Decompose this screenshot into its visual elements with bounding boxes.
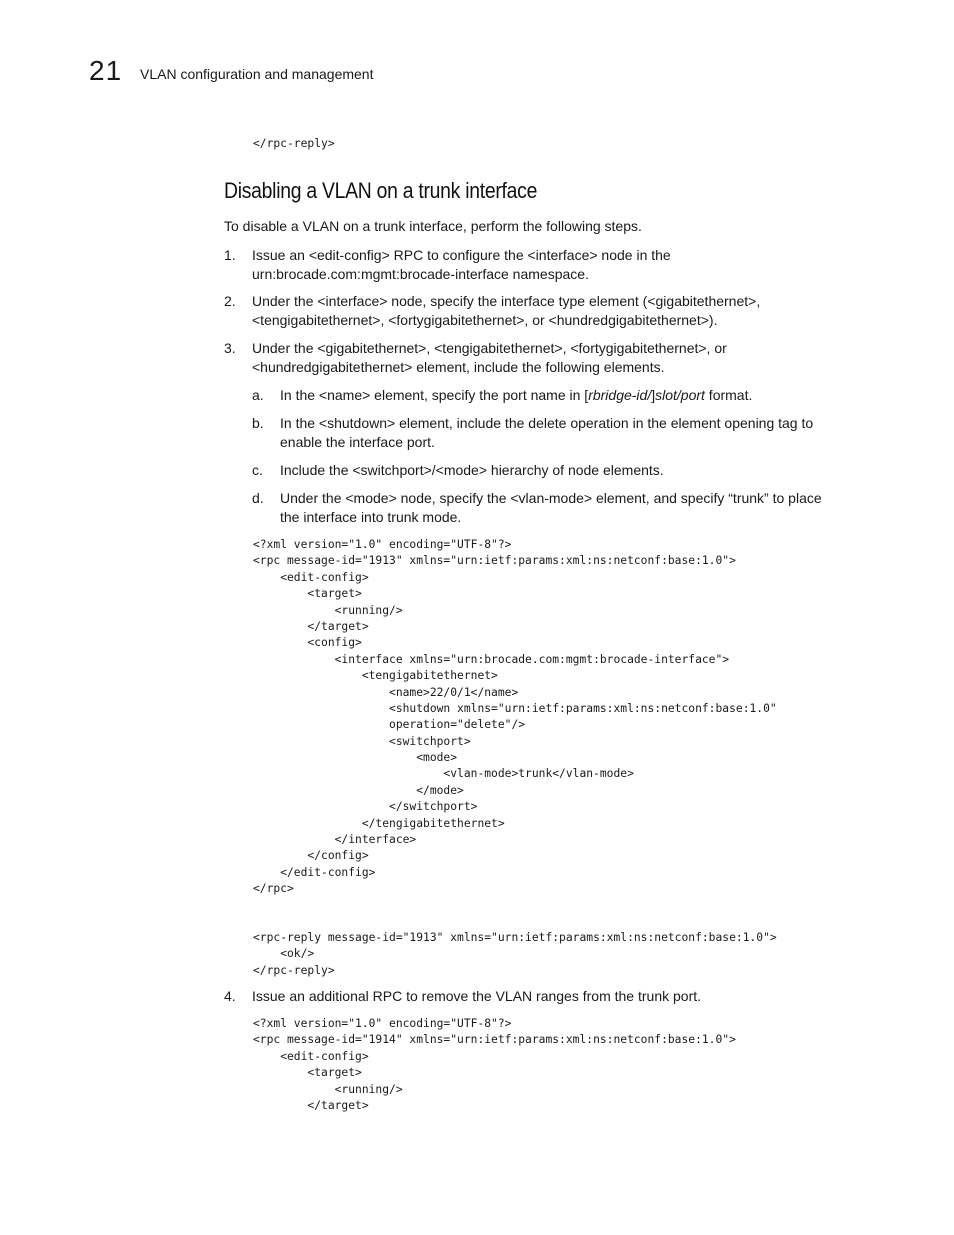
code-line: <name>22/0/1</name> (253, 685, 519, 699)
step-line: Under the <interface> node, specify the interface type element (<gigabitethernet>, (252, 293, 761, 309)
code-line: </config> (253, 849, 369, 863)
code-line: <switchport> (253, 734, 471, 748)
code-line: </rpc> (253, 882, 294, 896)
code-line: <?xml version="1.0" encoding="UTF-8"?> (253, 538, 512, 551)
section-intro: To disable a VLAN on a trunk interface, perform the following steps. (224, 218, 642, 234)
code-line: </target> (253, 619, 369, 633)
code-line: </interface> (253, 833, 417, 847)
step-text (252, 292, 760, 330)
code-line: <config> (253, 636, 362, 650)
code-line: </rpc-reply> (253, 137, 335, 150)
code-line: <rpc message-id="1913" xmlns="urn:ietf:params:xml:ns:netconf:base:1.0"> (253, 554, 736, 568)
code-line: <rpc-reply message-id="1913" xmlns="urn:ietf:params:xml:ns:netconf:base:1.0"> (253, 931, 777, 944)
text-run: ] (651, 387, 656, 403)
code-block-rpc-reply (253, 930, 777, 979)
substep-text (280, 489, 822, 527)
section-heading: Disabling a VLAN on a trunk interface (224, 178, 538, 203)
substep-letter: c. (252, 462, 263, 478)
code-line: </rpc-reply> (253, 963, 335, 977)
chapter-number: 21 (89, 55, 123, 86)
code-block-remove-vlan (253, 1016, 736, 1114)
substep-line: enable the interface port. (280, 434, 435, 450)
code-line: <edit-config> (253, 1049, 369, 1063)
code-line: <target> (253, 587, 362, 601)
step-text (252, 987, 701, 1006)
chapter-title: VLAN configuration and management (140, 66, 374, 82)
code-line: <?xml version="1.0" encoding="UTF-8"?> (253, 1017, 512, 1030)
step-number: 3. (224, 340, 236, 356)
step-line: <hundredgigabitethernet> element, include the following elements. (252, 359, 665, 375)
substep-text (280, 414, 813, 452)
italic-run: rbridge-id/ (588, 387, 652, 403)
step-number: 2. (224, 293, 236, 309)
step-line: Under the <gigabitethernet>, <tengigabitethernet>, <fortygigabitethernet>, or (252, 340, 727, 356)
code-block-edit-config (253, 537, 777, 898)
step-line: <tengigabitethernet>, <fortygigabitethernet>, or <hundredgigabitethernet>). (252, 312, 718, 328)
substep-line: In the <shutdown> element, include the delete operation in the element opening tag to (280, 415, 814, 431)
step-line: Issue an additional RPC to remove the VLAN ranges from the trunk port. (252, 988, 702, 1004)
text-run: format. (704, 387, 753, 403)
text-run: In the <name> element, specify the port name in [ (280, 387, 589, 403)
code-fragment-top (253, 136, 335, 152)
step-line: Issue an <edit-config> RPC to configure the <interface> node in the (252, 247, 671, 263)
code-line: operation="delete"/> (253, 718, 526, 732)
italic-run: slot/port (655, 387, 705, 403)
code-line: <target> (253, 1066, 362, 1080)
code-line: <ok/> (253, 947, 315, 961)
code-line: </edit-config> (253, 865, 376, 879)
substep-letter: a. (252, 387, 264, 403)
code-line: <interface xmlns="urn:brocade.com:mgmt:brocade-interface"> (253, 652, 730, 666)
code-line: </switchport> (253, 800, 478, 814)
step-number: 1. (224, 247, 236, 263)
substep-text (280, 461, 664, 480)
code-line: <mode> (253, 751, 458, 765)
substep-letter: d. (252, 490, 264, 506)
code-line: <running/> (253, 603, 403, 617)
code-line: </tengigabitethernet> (253, 816, 505, 830)
substep-line (280, 386, 752, 405)
substep-letter: b. (252, 415, 264, 431)
code-line: <edit-config> (253, 570, 369, 584)
code-line: <rpc message-id="1914" xmlns="urn:ietf:params:xml:ns:netconf:base:1.0"> (253, 1033, 736, 1047)
substep-text (280, 386, 752, 405)
code-line: </mode> (253, 783, 464, 797)
substep-line: Under the <mode> node, specify the <vlan-mode> element, and specify “trunk” to place (280, 490, 822, 506)
code-line: <shutdown xmlns="urn:ietf:params:xml:ns:netconf:base:1.0" (253, 701, 777, 715)
step-text (252, 339, 727, 377)
code-line: <tengigabitethernet> (253, 669, 498, 683)
step-line: urn:brocade.com:mgmt:brocade-interface namespace. (252, 266, 589, 282)
substep-line: Include the <switchport>/<mode> hierarchy of node elements. (280, 462, 664, 478)
step-text (252, 246, 671, 284)
code-line: </target> (253, 1098, 369, 1112)
substep-line: the interface into trunk mode. (280, 509, 462, 525)
code-line: <vlan-mode>trunk</vlan-mode> (253, 767, 634, 781)
code-line: <running/> (253, 1082, 403, 1096)
step-number: 4. (224, 988, 236, 1004)
